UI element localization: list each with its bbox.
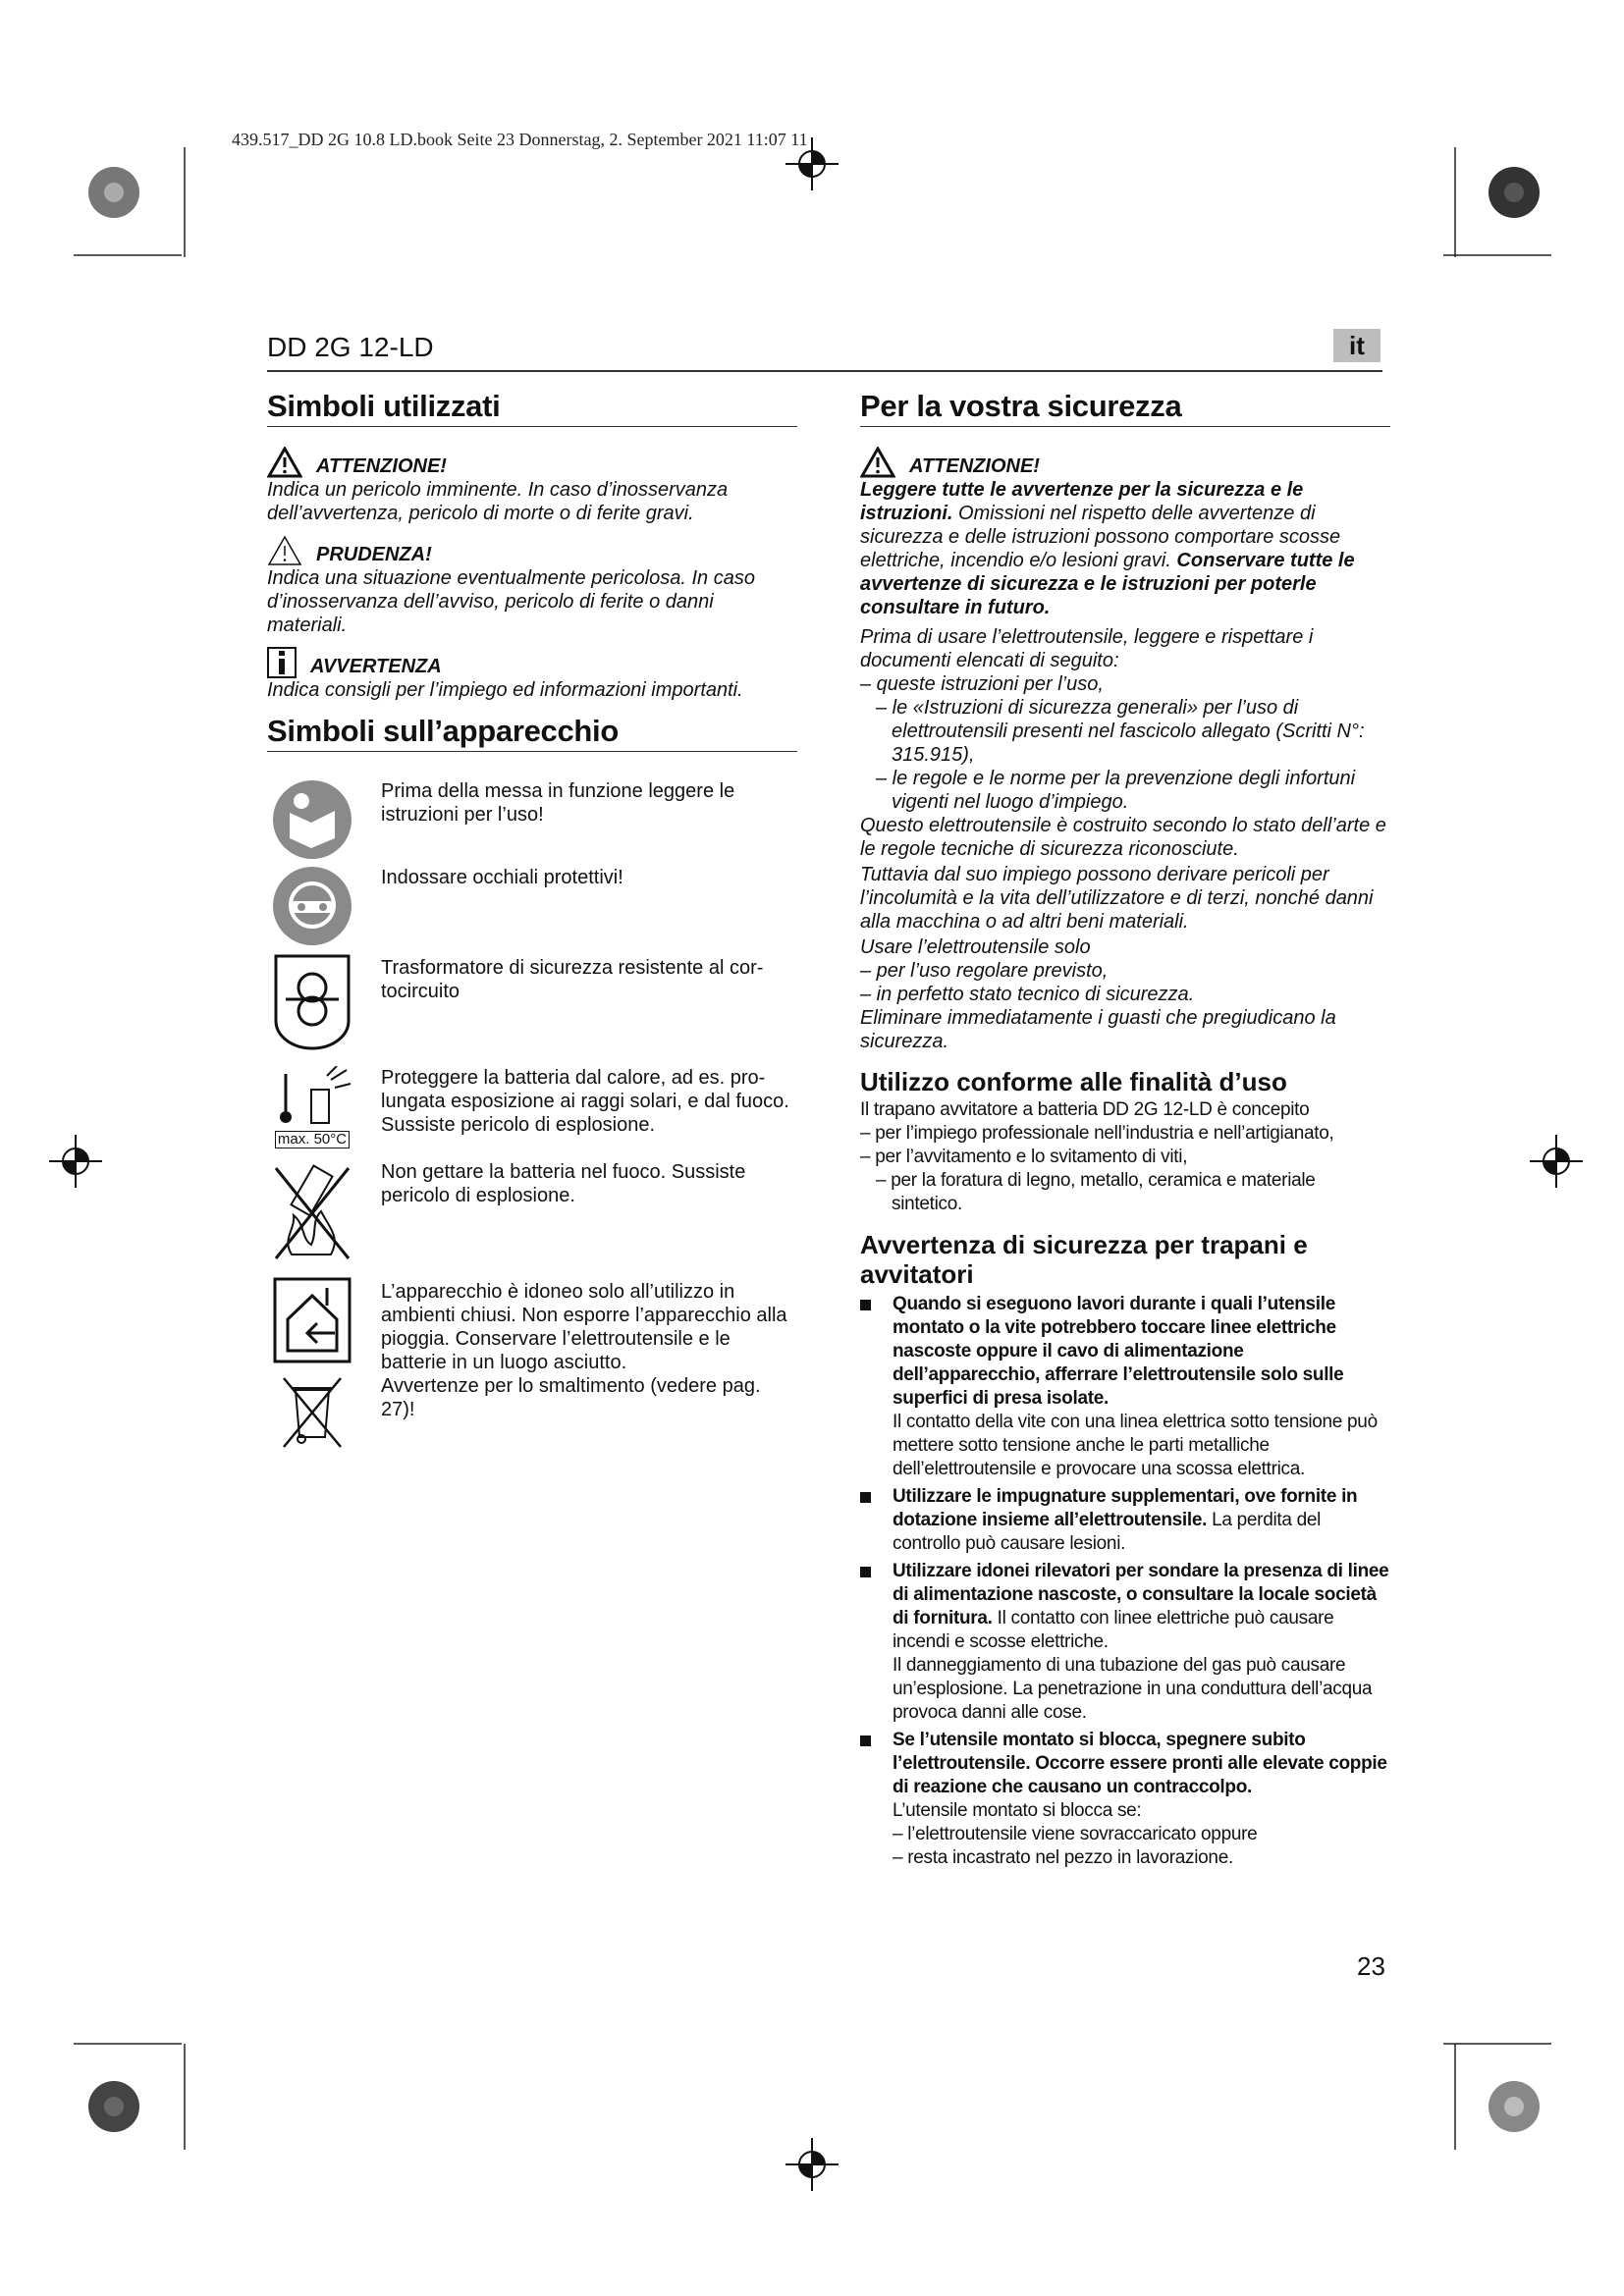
symbol-text: Trasformatore di sicurezza resistente al cor-tocircuito <box>381 957 764 1002</box>
symbol-text: L’apparecchio è idoneo solo all’utilizzo in ambienti chiusi. Non esporre l’apparecchio alla pioggia. Conservare l’elettroutensile e le batterie in un luogo asciutto. <box>381 1281 787 1373</box>
safety-bullet <box>860 1729 1390 1870</box>
bullet-text: La perdita del controllo può causare lesioni. <box>893 1510 1322 1554</box>
safety-transformer-icon <box>272 952 352 1050</box>
symbol-text: Indossare occhiali protettivi! <box>381 867 623 888</box>
info-icon <box>267 647 297 678</box>
left-column <box>267 391 797 1453</box>
symbol-row-indoor <box>267 1276 797 1374</box>
bullet-text: Il contatto della vite con una linea elettrica sotto tensione può mettere sotto tensione anche le parti metalliche dell’elettroutensile e provocare una scossa elettrica. <box>893 1412 1378 1479</box>
list-item: – in perfetto stato tecnico di sicurezza. <box>860 984 1195 1005</box>
crossed-bin-icon <box>278 1374 347 1449</box>
indoor-use-icon <box>272 1276 352 1364</box>
paragraph: Il trapano avvitatore a batteria DD 2G 12-LD è concepito <box>860 1099 1310 1120</box>
list-item: – per l’uso regolare previsto, <box>860 960 1109 982</box>
warning-text: Indica un pericolo imminente. In caso d’inosservanza dell’avvertenza, pericolo di morte o di ferite gravi. <box>267 479 729 524</box>
warning-caution <box>267 535 797 637</box>
right-column <box>860 391 1390 1870</box>
section-title-symbols: Simboli utilizzati <box>267 391 797 427</box>
warning-triangle-icon <box>267 447 302 478</box>
page-number: 23 <box>1357 1951 1385 1981</box>
language-badge: it <box>1333 329 1380 362</box>
symbol-text: Avvertenze per lo smaltimento (vedere pag. 27)! <box>381 1375 761 1420</box>
symbol-row-heat <box>267 1066 797 1160</box>
notice-label: AVVERTENZA <box>310 656 442 677</box>
warning-text: Omissioni nel rispetto delle avvertenze di sicurezza e delle istruzioni possono comportare scosse elettriche, incendio e/o lesioni gravi. <box>860 503 1341 571</box>
paragraph: Prima di usare l’elettroutensile, leggere e rispettare i documenti elencati di seguito: <box>860 626 1314 671</box>
symbol-row-disposal <box>267 1374 797 1453</box>
list-item: – le regole e le norme per la prevenzione degli infortuni vigenti nel luogo d’impiego. <box>876 768 1356 813</box>
paragraph: Tuttavia dal suo impiego possono derivare pericoli per l’incolumità e la vita dell’utilizzatore e di terzi, nonché danni alla macchina o ad altri beni materiali. <box>860 864 1374 933</box>
registration-wheel-icon <box>1487 165 1542 220</box>
warning-label: ATTENZIONE! <box>909 455 1040 477</box>
bullet-bold: Quando si eseguono lavori durante i quali l’utensile montato o la vite potrebbero toccare linee elettriche nascoste oppure il cavo di alimentazione dell’apparecchio, afferrare l’elettroutensile solo sulle superfici di presa isolate. <box>893 1294 1344 1409</box>
registration-wheel-icon <box>86 165 141 220</box>
symbol-row-goggles <box>267 866 797 952</box>
list-item: – resta incastrato nel pezzo in lavorazione. <box>893 1847 1233 1868</box>
read-manual-icon <box>272 779 352 860</box>
caution-text: Indica una situazione eventualmente pericolosa. In caso d’inosservanza dell’avviso, pericolo di ferite o danni materiali. <box>267 567 755 636</box>
symbol-row-read-manual <box>267 779 797 866</box>
bullet-text: L’utensile montato si blocca se: <box>893 1800 1142 1821</box>
list-item: – per la foratura di legno, metallo, ceramica e materiale sintetico. <box>876 1170 1316 1214</box>
header-rule <box>267 370 1382 372</box>
safety-warning <box>860 447 1390 619</box>
warning-bold: Leggere tutte le avvertenze per la sicurezza e le istruzioni. <box>860 479 1304 524</box>
registration-wheel-icon <box>86 2079 141 2134</box>
battery-heat-icon <box>272 1066 352 1131</box>
list-item: – le «Istruzioni di sicurezza generali» per l’uso di elettroutensili presenti nel fascicolo allegato (Scritti N°: 315.915), <box>876 697 1365 766</box>
list-item: – queste istruzioni per l’uso, <box>860 673 1104 695</box>
bullet-bold: Se l’utensile montato si blocca, spegnere subito l’elettroutensile. Occorre essere pronti alle elevate coppie di reazione che causano un contraccolpo. <box>893 1730 1387 1797</box>
symbol-text: Sussiste pericolo di esplosione. <box>381 1114 656 1136</box>
bullet-text: Il danneggiamento di una tubazione del gas può causare un’esplosione. La penetrazione in una conduttura dell’acqua provoca danni alle cose. <box>893 1655 1373 1723</box>
section-title-intended-use: Utilizzo conforme alle finalità d’uso <box>860 1067 1287 1096</box>
crosshair-icon <box>785 2138 839 2191</box>
safety-bullet <box>860 1485 1390 1556</box>
no-fire-battery-icon <box>272 1160 352 1262</box>
crosshair-icon <box>49 1135 102 1188</box>
symbol-text: Prima della messa in funzione leggere le istruzioni per l’uso! <box>381 780 735 826</box>
symbol-text: Proteggere la batteria dal calore, ad es. pro-lungata esposizione ai raggi solari, e dal fuoco. <box>381 1067 789 1112</box>
crosshair-icon <box>1530 1135 1583 1188</box>
paragraph: Usare l’elettroutensile solo <box>860 936 1091 958</box>
caution-label: PRUDENZA! <box>316 544 432 565</box>
warning-notice <box>267 647 797 702</box>
list-item: – per l’avvitamento e lo svitamento di viti, <box>860 1147 1188 1167</box>
temperature-limit: max. 50°C <box>275 1131 350 1148</box>
notice-text: Indica consigli per l’impiego ed informazioni importanti. <box>267 679 743 701</box>
section-title-safety: Per la vostra sicurezza <box>860 391 1390 427</box>
section-title-drill-safety: Avvertenza di sicurezza per trapani e avvitatori <box>860 1230 1308 1289</box>
section-title-device-symbols: Simboli sull’apparecchio <box>267 716 797 752</box>
paragraph: Eliminare immediatamente i guasti che pregiudicano la sicurezza. <box>860 1007 1336 1052</box>
list-item: – l’elettroutensile viene sovraccaricato oppure <box>893 1824 1258 1844</box>
warning-bold: Conservare tutte le avvertenze di sicurezza e le istruzioni per poterle consultare in futuro. <box>860 550 1355 618</box>
warning-label: ATTENZIONE! <box>316 455 447 477</box>
model-title: DD 2G 12-LD <box>267 332 434 362</box>
safety-bullet <box>860 1560 1390 1725</box>
symbol-row-no-fire <box>267 1160 797 1270</box>
symbol-row-transformer <box>267 952 797 1058</box>
paragraph: Questo elettroutensile è costruito secondo lo stato dell’arte e le regole tecniche di sicurezza riconosciute. <box>860 815 1386 860</box>
list-item: – per l’impiego professionale nell’industria e nell’artigianato, <box>860 1123 1334 1144</box>
caution-triangle-icon <box>267 535 302 566</box>
print-info: 439.517_DD 2G 10.8 LD.book Seite 23 Donnerstag, 2. September 2021 11:07 11 <box>232 130 808 149</box>
safety-goggles-icon <box>272 866 352 946</box>
registration-wheel-icon <box>1487 2079 1542 2134</box>
bullet-bold: Utilizzare idonei rilevatori per sondare la presenza di linee di alimentazione nascoste, o consultare la locale società di fornitura. <box>893 1561 1389 1629</box>
warning-triangle-icon <box>860 447 895 478</box>
warning-danger <box>267 447 797 525</box>
safety-bullet <box>860 1293 1390 1481</box>
bullet-text: Il contatto con linee elettriche può causare incendi e scosse elettriche. <box>893 1608 1334 1652</box>
symbol-text: Non gettare la batteria nel fuoco. Sussiste pericolo di esplosione. <box>381 1161 746 1206</box>
bullet-bold: Utilizzare le impugnature supplementari, ove fornite in dotazione insieme all’elettroutensile. <box>893 1486 1358 1530</box>
